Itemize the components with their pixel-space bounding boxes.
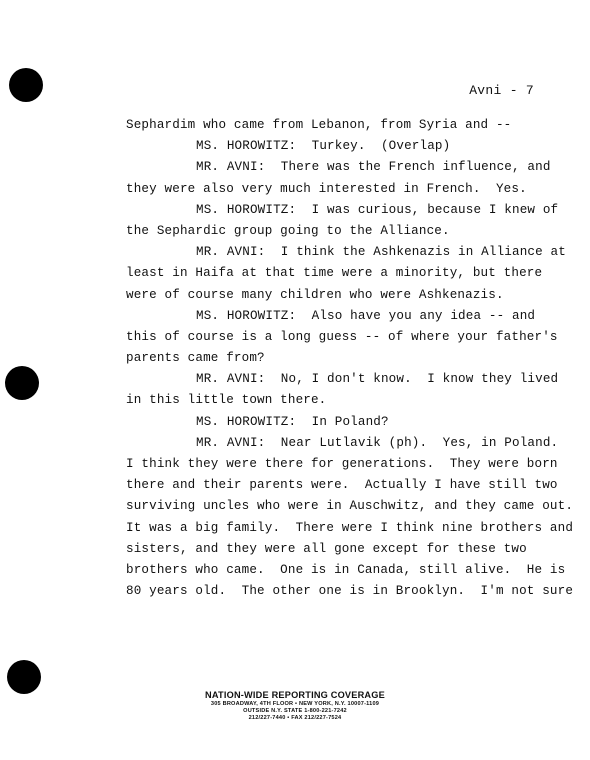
- transcript-line: in this little town there.: [126, 393, 327, 408]
- transcript-line: MR. AVNI: No, I don't know. I know they lived: [196, 372, 559, 387]
- punch-hole-bottom: [7, 660, 41, 694]
- transcript-line: the Sephardic group going to the Alliance.: [126, 223, 450, 238]
- transcript-line: 80 years old. The other one is in Brooklyn. I'm not sure: [126, 584, 574, 599]
- transcript-line: brothers who came. One is in Canada, still alive. He is: [126, 562, 566, 577]
- reporting-company-phones: 212/227-7440 • FAX 212/227-7524: [248, 715, 342, 721]
- transcript-line: I think they were there for generations. They were born: [126, 457, 558, 471]
- transcript-line: sisters, and they were all gone except for these two: [126, 541, 527, 556]
- reporting-company-outside: OUTSIDE N.Y. STATE 1-800-221-7242: [243, 708, 347, 714]
- transcript-line: were of course many children who were Ashkenazis.: [126, 287, 504, 302]
- punch-hole-top: [9, 68, 43, 102]
- transcript-line: It was a big family. There were I think nine brothers and: [126, 520, 574, 535]
- transcript-line: parents came from?: [126, 351, 265, 366]
- transcript-line: MS. HOROWITZ: In Poland?: [196, 414, 389, 429]
- transcript-line: MR. AVNI: There was the French influence, and: [196, 160, 551, 175]
- reporting-company-address: 305 BROADWAY, 4TH FLOOR • NEW YORK, N.Y. 10007-1109: [210, 701, 380, 707]
- transcript-line: surviving uncles who were in Auschwitz, and they came out.: [126, 499, 574, 514]
- transcript-line: Sephardim who came from Lebanon, from Syria and --: [126, 118, 512, 132]
- transcript-line: MR. AVNI: Near Lutlavik (ph). Yes, in Poland.: [196, 435, 559, 450]
- transcript-line: this of course is a long guess -- of where your father's: [126, 329, 558, 344]
- transcript-line: there and their parents were. Actually I have still two: [126, 478, 558, 493]
- transcript-line: MR. AVNI: I think the Ashkenazis in Alliance at: [196, 245, 566, 260]
- transcript-line: MS. HOROWITZ: Turkey. (Overlap): [196, 139, 451, 154]
- transcript-line: MS. HOROWITZ: Also have you any idea -- and: [196, 308, 536, 323]
- transcript-line: least in Haifa at that time were a minority, but there: [126, 266, 543, 281]
- page-number: Avni - 7: [469, 83, 534, 98]
- transcript-body: [126, 115, 574, 602]
- punch-hole-middle: [5, 366, 39, 400]
- reporter-footer: [0, 690, 590, 721]
- transcript-line: they were also very much interested in French. Yes.: [126, 181, 527, 196]
- transcript-line: MS. HOROWITZ: I was curious, because I knew of: [196, 202, 559, 217]
- reporting-company-name: NATION-WIDE REPORTING COVERAGE: [205, 690, 385, 700]
